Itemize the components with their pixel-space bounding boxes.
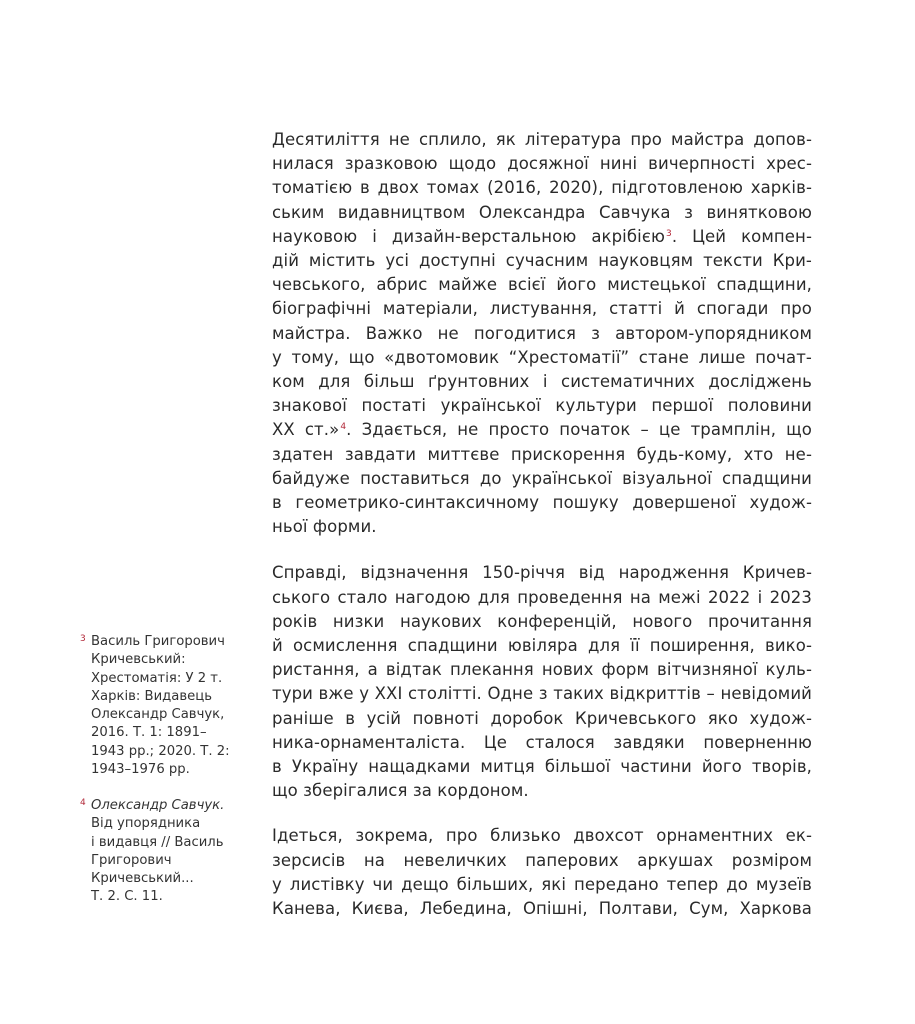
- text-line: Десятиліття не сплило, як література про майстра допов-: [272, 130, 812, 149]
- text-line: ським видавництвом Олександра Савчука з винятковою: [272, 202, 812, 222]
- text-line: раніше в усій повноті доробок Кричевського яко худож-: [272, 708, 812, 728]
- text-fragment: . Цей компен-: [671, 226, 812, 246]
- text-line: байдуже поставиться до української візуальної спадщини: [272, 468, 812, 488]
- main-text-column: [272, 128, 812, 943]
- text-line: Справді, відзначення 150-річчя від народження Кричев-: [272, 563, 812, 583]
- text-line: нилася зразковою щодо досяжної нині вичерпності хрес-: [272, 154, 812, 174]
- text-fragment: XX ст.»: [272, 420, 340, 440]
- footnote-ref-3[interactable]: 3: [665, 228, 672, 239]
- footnote-4-body: [80, 797, 260, 907]
- footnote-line: Василь Григорович: [91, 634, 225, 649]
- text-line: зерсисів на невеличких паперових аркушах розміром: [272, 850, 812, 870]
- text-line: Ідеться, зокрема, про близько двохсот орнаментних ек-: [272, 826, 812, 846]
- footnote-line: Кричевський:: [91, 652, 186, 668]
- footnote-line: Харків: Видавець: [91, 688, 212, 704]
- text-line: ника-орнаменталіста. Це сталося завдяки поверненню: [272, 732, 812, 752]
- footnote-number: 3: [80, 634, 86, 644]
- text-line: тури вже у XXI столітті. Одне з таких відкриттів – невідомий: [272, 684, 812, 704]
- footnote-number: 4: [80, 798, 86, 808]
- text-line: томатією в двох томах (2016, 2020), підготовленою харків-: [272, 178, 812, 198]
- text-line: у листівку чи дещо більших, які передано тепер до музеїв: [272, 874, 812, 894]
- footnote-line: 2016. Т. 1: 1891–: [91, 725, 207, 741]
- footnote-line: Олександр Савчук,: [91, 707, 225, 723]
- footnote-line: і видавця // Василь: [91, 834, 224, 850]
- footnote-line: 1943 рр.; 2020. Т. 2:: [91, 743, 230, 759]
- text-line: майстра. Важко не погодитися з автором-упорядником: [272, 323, 812, 343]
- paragraph-3: [272, 824, 812, 921]
- text-line: ського стало нагодою для проведення на межі 2022 і 2023: [272, 587, 812, 607]
- text-line: чевського, абрис майже всієї його мистецької спадщини,: [272, 275, 812, 295]
- footnote-ref-4[interactable]: 4: [340, 422, 347, 433]
- footnote-3: [80, 633, 260, 779]
- text-line: здатен завдати миттєве прискорення будь-кому, хто не-: [272, 444, 812, 464]
- text-line: Канева, Києва, Лебедина, Опішні, Полтави, Сум, Харкова: [272, 899, 812, 919]
- footnote-line: Кричевський...: [91, 871, 194, 887]
- text-line: ристання, а відтак плекання нових форм вітчизняної куль-: [272, 660, 812, 680]
- text-line: в геометрико-синтаксичному пошуку довершеної худож-: [272, 493, 812, 513]
- text-line: що зберігалися за кордоном.: [272, 781, 529, 801]
- text-line: дій містить усі доступні сучасним науковцям тексти Кри-: [272, 251, 812, 271]
- footnote-line: Григорович: [91, 852, 172, 868]
- text-line: [272, 225, 812, 249]
- text-line: років низки наукових конференцій, нового прочитання: [272, 611, 812, 631]
- footnote-line: Хрестоматія: У 2 т.: [91, 670, 223, 686]
- footnote-line: 1943–1976 рр.: [91, 762, 190, 778]
- paragraph-1: [272, 128, 812, 539]
- text-line: у тому, що «двотомовик “Хрестоматії” стане лише почат-: [272, 347, 812, 367]
- text-line: ньої форми.: [272, 517, 377, 537]
- text-fragment: . Здається, не просто початок – це трамплін, що: [346, 420, 812, 440]
- text-line: знакової постаті української культури першої половини: [272, 396, 812, 416]
- text-line: в Україну нащадками митця більшої частини його творів,: [272, 757, 812, 777]
- paragraph-2: [272, 561, 812, 803]
- text-line: й осмислення спадщини ювіляра для її поширення, вико-: [272, 636, 812, 656]
- footnote-author: Олександр Савчук.: [91, 798, 225, 813]
- text-line: ком для більш ґрунтовних і систематичних досліджень: [272, 372, 812, 392]
- footnote-4: [80, 797, 260, 907]
- text-fragment: науковою і дизайн-верстальною акрібією: [272, 226, 665, 246]
- text-line: біографічні матеріали, листування, статті й спогади про: [272, 299, 812, 319]
- footnote-line: Т. 2. С. 11.: [91, 889, 163, 905]
- text-line: [272, 418, 812, 442]
- footnote-3-body: [80, 633, 260, 779]
- footnote-line: Від упорядника: [91, 816, 201, 832]
